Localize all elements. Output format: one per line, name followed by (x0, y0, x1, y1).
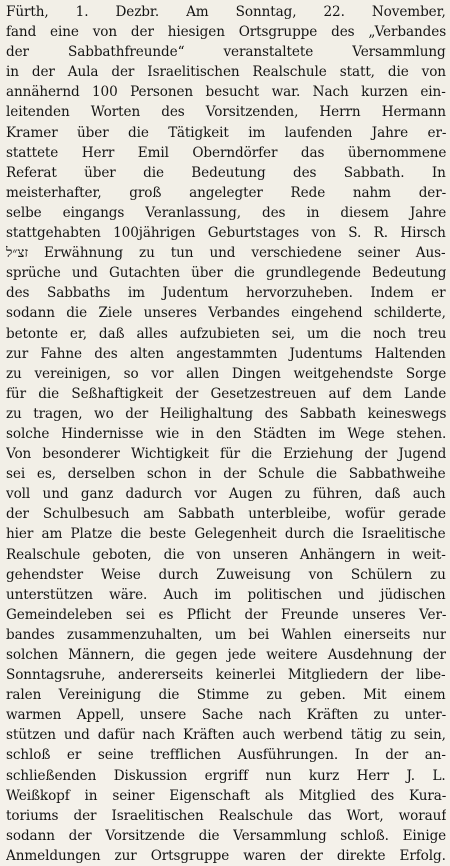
article-line: Gemeindeleben sei es Pflicht der Freunde unseres Ver- (6, 606, 446, 623)
article-line: unterstützen wäre. Auch im politischen und jüdischen (6, 586, 446, 603)
article-line: selbe eingangs Veranlassung, des in diesem Jahre (6, 204, 446, 221)
article-line: für die Seßhaftigkeit der Gesetzestreuen auf dem Lande (6, 385, 446, 402)
article-line: Fürth, 1. Dezbr. Am Sonntag, 22. November, (6, 4, 446, 20)
article-line: leitenden Worten des Vorsitzenden, Herrn Hermann (6, 104, 446, 121)
article-line: meisterhafter, groß angelegter Rede nahm der- (6, 184, 446, 201)
article-line: stattgehabten 100jährigen Geburtstages von S. R. Hirsch (6, 225, 446, 242)
article-line: toriums der Israelitischen Realschule das Wort, worauf (6, 807, 446, 824)
article-line: Von besonderer Wichtigkeit für die Erziehung der Jugend (6, 446, 446, 463)
article-line: schließenden Diskussion ergriff nun kurz Herr J. L. (6, 767, 446, 784)
article-line: betonte er, daß alles aufzubieten sei, um die noch treu (6, 325, 446, 342)
article-line: Realschule geboten, die von unseren Anhängern in weit- (6, 546, 446, 563)
article-line: Weißkopf in seiner Eigenschaft als Mitglied des Kura- (6, 787, 446, 804)
article-line: warmen Appell, unsere Sache nach Kräften zu unter- (6, 707, 446, 724)
article-line: hier am Platze die beste Gelegenheit durch die Israelitische (6, 526, 446, 543)
article-line: voll und ganz dadurch vor Augen zu führen, daß auch (6, 486, 446, 503)
article-line: gehendster Weise durch Zuweisung von Schülern zu (6, 566, 446, 583)
article-line: der Schulbesuch am Sabbath unterbleibe, wofür gerade (6, 506, 446, 523)
article-line: solche Hindernisse wie in den Städten im Wege stehen. (6, 425, 446, 442)
article-line: zu tragen, wo der Heilighaltung des Sabbath keineswegs (6, 405, 446, 422)
article-line: sei es, derselben schon in der Schule die Sabbathweihe (6, 466, 446, 483)
article-line: ralen Vereinigung die Stimme zu geben. Mit einem (6, 687, 446, 704)
article-line: זצ״ל Erwähnung zu tun und verschiedene seiner Aus- (6, 245, 446, 262)
article-line: schloß er seine trefflichen Ausführungen. In der an- (6, 747, 446, 764)
article-line: zu vereinigen, so vor allen Dingen weitgehendste Sorge (6, 365, 446, 382)
article-line: der Sabbathfreunde“ veranstaltete Versammlung (6, 44, 446, 61)
article-line: Referat über die Bedeutung des Sabbath. In (6, 164, 446, 181)
article-line: annähernd 100 Personen besucht war. Nach kurzen ein- (6, 84, 446, 101)
article-line: fand eine von der hiesigen Ortsgruppe des „Verbandes (6, 24, 446, 41)
article-line: des Sabbaths im Judentum hervorzuheben. Indem er (6, 285, 446, 302)
article-line: sprüche und Gutachten über die grundlegende Bedeutung (6, 265, 446, 282)
article-line: Anmeldungen zur Ortsgruppe waren der direkte Erfolg. (6, 847, 446, 864)
article-line: stattete Herr Emil Oberndörfer das übernommene (6, 144, 446, 161)
article-line: sodann der Vorsitzende die Versammlung schloß. Einige (6, 827, 446, 844)
article-line: sodann die Ziele unseres Verbandes eingehend schilderte, (6, 305, 446, 322)
article-line: solchen Männern, die gegen jede weitere Ausdehnung der (6, 647, 446, 663)
article-line: in der Aula der Israelitischen Realschule statt, die von (6, 64, 446, 81)
article-body (6, 2, 446, 866)
article-line: bandes zusammenzuhalten, um bei Wahlen einerseits nur (6, 626, 446, 643)
article-line: zur Fahne des alten angestammten Judentums Haltenden (6, 345, 446, 362)
article-line: Sonntagsruhe, andererseits keinerlei Mitgliedern der libe- (6, 667, 446, 684)
article-line: Kramer über die Tätigkeit im laufenden Jahre er- (6, 124, 446, 141)
article-line: stützen und dafür nach Kräften auch werbend tätig zu sein, (6, 727, 446, 744)
